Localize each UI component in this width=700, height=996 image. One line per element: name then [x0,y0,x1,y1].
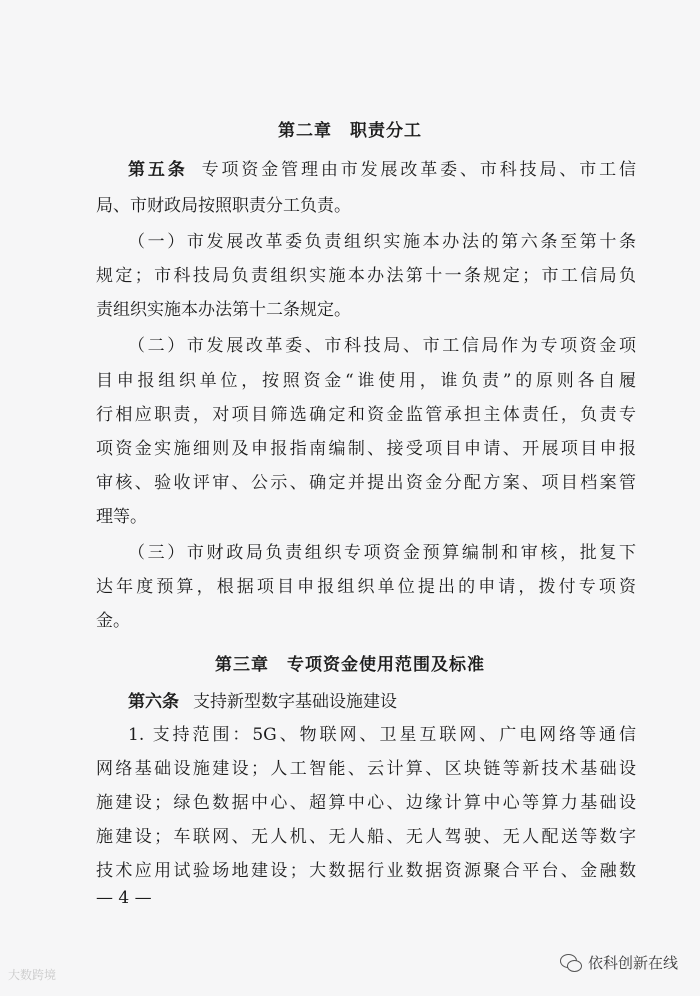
item-1-line-3: 责组织实施本办法第十二条规定。 [96,300,351,320]
item-2-line-1: （二）市发展改革委、市科技局、市工信局作为专项资金项 [128,336,636,356]
article-6-label: 第六条 [128,692,179,712]
article-5-line-2: 局、市财政局按照职责分工负责。 [96,196,351,216]
page-number: — 4 — [96,888,152,908]
item-2-line-5: 审核、验收评审、公示、确定并提出资金分配方案、项目档案管 [96,473,636,493]
article-5-line-1: 第五条 专项资金管理由市发展改革委、市科技局、市工信 [128,160,636,180]
scope-line-3: 施建设；绿色数据中心、超算中心、边缘计算中心等算力基础设 [96,793,636,813]
scope-line-5: 技术应用试验场地建设；大数据行业数据资源聚合平台、金融数 [96,861,636,881]
chapter-3-heading: 第三章 专项资金使用范围及标准 [215,655,485,675]
chapter-2-heading: 第二章 职责分工 [278,121,422,141]
item-2-line-3: 行相应职责，对项目筛选确定和资金监管承担主体责任，负责专 [96,405,636,425]
scope-line-1: 1. 支持范围：5G、物联网、卫星互联网、广电网络等通信 [128,725,636,745]
item-1-line-2: 规定；市科技局负责组织实施本办法第十一条规定；市工信局负 [96,266,636,286]
item-2-line-6: 理等。 [96,507,147,527]
item-3-line-1: （三）市财政局负责组织专项资金预算编制和审核，批复下 [128,543,636,563]
wechat-icon [560,954,582,972]
item-3-line-2: 达年度预算，根据项目申报组织单位提出的申请，拨付专项资 [96,577,636,597]
watermark-right [560,952,678,973]
item-2-line-2: 目申报组织单位，按照资金“谁使用，谁负责”的原则各自履 [96,371,636,391]
scope-line-4: 施建设；车联网、无人机、无人船、无人驾驶、无人配送等数字 [96,827,636,847]
scope-line-2: 网络基础设施建设；人工智能、云计算、区块链等新技术基础设 [96,759,636,779]
item-1-line-1: （一）市发展改革委负责组织实施本办法的第六条至第十条 [128,232,636,252]
article-5-label: 第五条 [128,160,188,180]
item-2-line-4: 项资金实施细则及申报指南编制、接受项目申请、开展项目申报 [96,439,636,459]
item-3-line-3: 金。 [96,611,130,631]
article-6-line: 第六条 支持新型数字基础设施建设 [128,692,397,712]
watermark-left: 大数跨境 [8,968,57,982]
watermark-right-label: 依科创新在线 [587,954,678,972]
